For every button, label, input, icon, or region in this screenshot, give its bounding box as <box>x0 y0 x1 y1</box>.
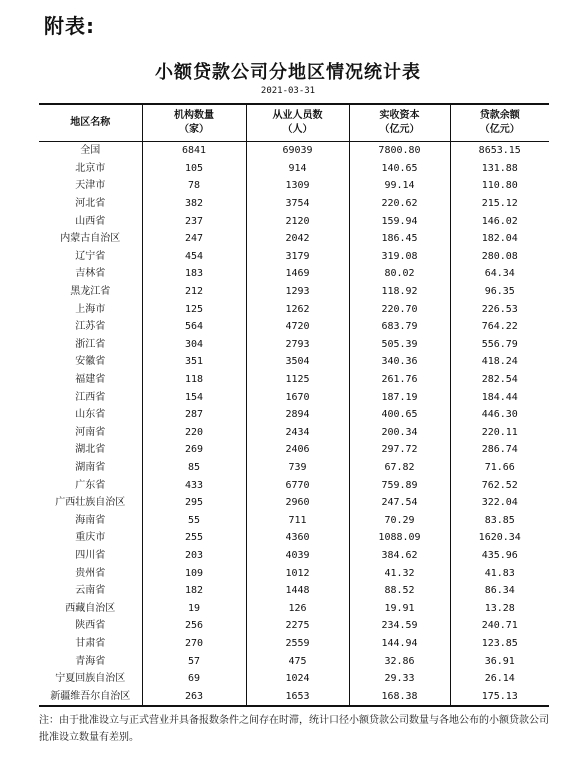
loan-balance-cell: 182.04 <box>450 230 549 248</box>
header-employees <box>246 104 349 142</box>
table-row <box>39 635 549 653</box>
header-paid-in-capital-unit: （亿元） <box>379 124 420 135</box>
employee-count-cell: 3504 <box>246 353 349 371</box>
paid-in-capital-cell: 140.65 <box>349 160 450 178</box>
institution-count-cell: 255 <box>142 529 246 547</box>
loan-balance-cell: 762.52 <box>450 476 549 494</box>
loan-balance-cell: 556.79 <box>450 336 549 354</box>
region-cell: 吉林省 <box>75 268 106 280</box>
institution-count-cell: 287 <box>142 406 246 424</box>
header-loan-balance <box>450 104 549 142</box>
paid-in-capital-cell: 297.72 <box>349 441 450 459</box>
region-cell: 河南省 <box>75 426 106 438</box>
header-loan-balance-unit: （亿元） <box>479 124 520 135</box>
employee-count-cell: 2559 <box>246 635 349 653</box>
region-cell: 广西壮族自治区 <box>55 497 126 509</box>
institution-count-cell: 263 <box>142 687 246 706</box>
statistics-table <box>39 103 549 707</box>
paid-in-capital-cell: 70.29 <box>349 511 450 529</box>
loan-balance-cell: 146.02 <box>450 212 549 230</box>
table-row <box>39 142 549 160</box>
employee-count-cell: 1309 <box>246 177 349 195</box>
table-row <box>39 265 549 283</box>
table-row <box>39 283 549 301</box>
employee-count-cell: 4039 <box>246 547 349 565</box>
institution-count-cell: 109 <box>142 564 246 582</box>
table-row <box>39 687 549 706</box>
employee-count-cell: 1293 <box>246 283 349 301</box>
institution-count-cell: 19 <box>142 599 246 617</box>
loan-balance-cell: 446.30 <box>450 406 549 424</box>
table-row <box>39 547 549 565</box>
region-cell: 青海省 <box>75 655 106 667</box>
table-row <box>39 494 549 512</box>
loan-balance-cell: 280.08 <box>450 248 549 266</box>
employee-count-cell: 1670 <box>246 388 349 406</box>
loan-balance-cell: 71.66 <box>450 459 549 477</box>
institution-count-cell: 55 <box>142 511 246 529</box>
paid-in-capital-cell: 29.33 <box>349 670 450 688</box>
region-cell: 甘肃省 <box>75 637 106 649</box>
loan-balance-cell: 64.34 <box>450 265 549 283</box>
loan-balance-cell: 184.44 <box>450 388 549 406</box>
employee-count-cell: 475 <box>246 652 349 670</box>
loan-balance-cell: 110.80 <box>450 177 549 195</box>
employee-count-cell: 739 <box>246 459 349 477</box>
table-row <box>39 371 549 389</box>
header-institution-count <box>142 104 246 142</box>
table-row <box>39 441 549 459</box>
report-date: 2021-03-31 <box>260 86 316 96</box>
table-header <box>39 104 549 142</box>
loan-balance-cell: 322.04 <box>450 494 549 512</box>
table-row <box>39 406 549 424</box>
loan-balance-cell: 435.96 <box>450 547 549 565</box>
institution-count-cell: 105 <box>142 160 246 178</box>
institution-count-cell: 454 <box>142 248 246 266</box>
header-loan-balance-label: 贷款余额 <box>479 110 520 121</box>
header-employees-label: 从业人员数 <box>272 110 323 121</box>
table-row <box>39 177 549 195</box>
table-row <box>39 529 549 547</box>
employee-count-cell: 2275 <box>246 617 349 635</box>
loan-balance-cell: 226.53 <box>450 300 549 318</box>
table-row <box>39 459 549 477</box>
region-cell: 贵州省 <box>75 567 106 579</box>
table-row <box>39 424 549 442</box>
institution-count-cell: 85 <box>142 459 246 477</box>
loan-balance-cell: 175.13 <box>450 687 549 706</box>
region-cell: 江苏省 <box>75 321 106 333</box>
header-row <box>39 104 549 142</box>
loan-balance-cell: 286.74 <box>450 441 549 459</box>
table-row <box>39 599 549 617</box>
employee-count-cell: 3179 <box>246 248 349 266</box>
employee-count-cell: 126 <box>246 599 349 617</box>
paid-in-capital-cell: 319.08 <box>349 248 450 266</box>
region-cell: 宁夏回族自治区 <box>55 673 126 685</box>
region-cell: 四川省 <box>75 549 106 561</box>
table-row <box>39 564 549 582</box>
paid-in-capital-cell: 88.52 <box>349 582 450 600</box>
header-paid-in-capital <box>349 104 450 142</box>
institution-count-cell: 69 <box>142 670 246 688</box>
institution-count-cell: 78 <box>142 177 246 195</box>
paid-in-capital-cell: 759.89 <box>349 476 450 494</box>
institution-count-cell: 182 <box>142 582 246 600</box>
region-cell: 辽宁省 <box>75 250 106 262</box>
institution-count-cell: 118 <box>142 371 246 389</box>
region-cell: 河北省 <box>75 198 106 210</box>
region-cell: 陕西省 <box>75 620 106 632</box>
loan-balance-cell: 131.88 <box>450 160 549 178</box>
paid-in-capital-cell: 168.38 <box>349 687 450 706</box>
header-employees-unit: （人） <box>282 124 313 135</box>
region-cell: 重庆市 <box>75 532 106 544</box>
employee-count-cell: 1125 <box>246 371 349 389</box>
header-paid-in-capital-label: 实收资本 <box>379 110 420 121</box>
region-cell: 全国 <box>80 145 101 157</box>
paid-in-capital-cell: 200.34 <box>349 424 450 442</box>
institution-count-cell: 212 <box>142 283 246 301</box>
region-cell: 江西省 <box>75 391 106 403</box>
institution-count-cell: 237 <box>142 212 246 230</box>
paid-in-capital-cell: 340.36 <box>349 353 450 371</box>
table-row <box>39 511 549 529</box>
employee-count-cell: 1012 <box>246 564 349 582</box>
region-cell: 安徽省 <box>75 356 106 368</box>
table-row <box>39 300 549 318</box>
region-cell: 山东省 <box>75 409 106 421</box>
region-cell: 西藏自治区 <box>65 602 116 614</box>
region-cell: 海南省 <box>75 514 106 526</box>
institution-count-cell: 351 <box>142 353 246 371</box>
employee-count-cell: 4360 <box>246 529 349 547</box>
region-cell: 湖南省 <box>75 461 106 473</box>
paid-in-capital-cell: 186.45 <box>349 230 450 248</box>
header-region <box>39 104 142 142</box>
employee-count-cell: 3754 <box>246 195 349 213</box>
employee-count-cell: 2894 <box>246 406 349 424</box>
attachment-label: 附表: <box>44 14 95 38</box>
table-row <box>39 476 549 494</box>
table-row <box>39 336 549 354</box>
institution-count-cell: 256 <box>142 617 246 635</box>
employee-count-cell: 1653 <box>246 687 349 706</box>
paid-in-capital-cell: 261.76 <box>349 371 450 389</box>
region-cell: 山西省 <box>75 215 106 227</box>
table-body <box>39 142 549 707</box>
loan-balance-cell: 26.14 <box>450 670 549 688</box>
loan-balance-cell: 418.24 <box>450 353 549 371</box>
paid-in-capital-cell: 220.62 <box>349 195 450 213</box>
region-cell: 新疆维吾尔自治区 <box>50 690 131 702</box>
institution-count-cell: 247 <box>142 230 246 248</box>
table-row <box>39 670 549 688</box>
employee-count-cell: 2120 <box>246 212 349 230</box>
region-cell: 黑龙江省 <box>70 286 111 298</box>
institution-count-cell: 6841 <box>142 142 246 160</box>
region-cell: 广东省 <box>75 479 106 491</box>
paid-in-capital-cell: 41.32 <box>349 564 450 582</box>
institution-count-cell: 433 <box>142 476 246 494</box>
employee-count-cell: 914 <box>246 160 349 178</box>
employee-count-cell: 2042 <box>246 230 349 248</box>
footnote: 注：由于批准设立与正式营业并具备报数条件之间存在时滞，统计口径小额贷款公司数量与各地公布的小额贷款公司批准设立数量有差别。 <box>39 715 549 743</box>
paid-in-capital-cell: 505.39 <box>349 336 450 354</box>
table-row <box>39 582 549 600</box>
loan-balance-cell: 240.71 <box>450 617 549 635</box>
institution-count-cell: 220 <box>142 424 246 442</box>
paid-in-capital-cell: 384.62 <box>349 547 450 565</box>
region-cell: 浙江省 <box>75 338 106 350</box>
employee-count-cell: 1024 <box>246 670 349 688</box>
employee-count-cell: 2793 <box>246 336 349 354</box>
header-region-label: 地区名称 <box>70 117 111 128</box>
institution-count-cell: 183 <box>142 265 246 283</box>
loan-balance-cell: 8653.15 <box>450 142 549 160</box>
paid-in-capital-cell: 19.91 <box>349 599 450 617</box>
region-cell: 福建省 <box>75 374 106 386</box>
page-title: 小额贷款公司分地区情况统计表 <box>155 62 421 83</box>
paid-in-capital-cell: 234.59 <box>349 617 450 635</box>
region-cell: 北京市 <box>75 162 106 174</box>
institution-count-cell: 295 <box>142 494 246 512</box>
institution-count-cell: 154 <box>142 388 246 406</box>
employee-count-cell: 6770 <box>246 476 349 494</box>
paid-in-capital-cell: 400.65 <box>349 406 450 424</box>
paid-in-capital-cell: 159.94 <box>349 212 450 230</box>
region-cell: 上海市 <box>75 303 106 315</box>
loan-balance-cell: 36.91 <box>450 652 549 670</box>
loan-balance-cell: 123.85 <box>450 635 549 653</box>
institution-count-cell: 269 <box>142 441 246 459</box>
paid-in-capital-cell: 99.14 <box>349 177 450 195</box>
table-row <box>39 353 549 371</box>
paid-in-capital-cell: 247.54 <box>349 494 450 512</box>
loan-balance-cell: 220.11 <box>450 424 549 442</box>
loan-balance-cell: 215.12 <box>450 195 549 213</box>
table-row <box>39 318 549 336</box>
institution-count-cell: 203 <box>142 547 246 565</box>
table-row <box>39 230 549 248</box>
header-institution-count-label: 机构数量 <box>174 110 214 121</box>
table-row <box>39 248 549 266</box>
employee-count-cell: 2960 <box>246 494 349 512</box>
employee-count-cell: 1469 <box>246 265 349 283</box>
paid-in-capital-cell: 144.94 <box>349 635 450 653</box>
table-row <box>39 160 549 178</box>
loan-balance-cell: 41.83 <box>450 564 549 582</box>
loan-balance-cell: 13.28 <box>450 599 549 617</box>
paid-in-capital-cell: 118.92 <box>349 283 450 301</box>
loan-balance-cell: 1620.34 <box>450 529 549 547</box>
table-row <box>39 195 549 213</box>
table-row <box>39 212 549 230</box>
employee-count-cell: 1448 <box>246 582 349 600</box>
paid-in-capital-cell: 32.86 <box>349 652 450 670</box>
institution-count-cell: 304 <box>142 336 246 354</box>
paid-in-capital-cell: 80.02 <box>349 265 450 283</box>
institution-count-cell: 564 <box>142 318 246 336</box>
paid-in-capital-cell: 1088.09 <box>349 529 450 547</box>
employee-count-cell: 69039 <box>246 142 349 160</box>
loan-balance-cell: 83.85 <box>450 511 549 529</box>
employee-count-cell: 1262 <box>246 300 349 318</box>
region-cell: 云南省 <box>75 585 106 597</box>
loan-balance-cell: 764.22 <box>450 318 549 336</box>
paid-in-capital-cell: 683.79 <box>349 318 450 336</box>
paid-in-capital-cell: 187.19 <box>349 388 450 406</box>
institution-count-cell: 125 <box>142 300 246 318</box>
loan-balance-cell: 96.35 <box>450 283 549 301</box>
institution-count-cell: 57 <box>142 652 246 670</box>
employee-count-cell: 2434 <box>246 424 349 442</box>
header-institution-count-unit: （家） <box>179 124 209 135</box>
region-cell: 湖北省 <box>75 444 106 456</box>
loan-balance-cell: 282.54 <box>450 371 549 389</box>
region-cell: 天津市 <box>75 180 106 192</box>
institution-count-cell: 270 <box>142 635 246 653</box>
table-row <box>39 652 549 670</box>
employee-count-cell: 2406 <box>246 441 349 459</box>
employee-count-cell: 711 <box>246 511 349 529</box>
table-row <box>39 388 549 406</box>
paid-in-capital-cell: 220.70 <box>349 300 450 318</box>
table-row <box>39 617 549 635</box>
loan-balance-cell: 86.34 <box>450 582 549 600</box>
paid-in-capital-cell: 7800.80 <box>349 142 450 160</box>
region-cell: 内蒙古自治区 <box>60 233 121 245</box>
paid-in-capital-cell: 67.82 <box>349 459 450 477</box>
institution-count-cell: 382 <box>142 195 246 213</box>
employee-count-cell: 4720 <box>246 318 349 336</box>
